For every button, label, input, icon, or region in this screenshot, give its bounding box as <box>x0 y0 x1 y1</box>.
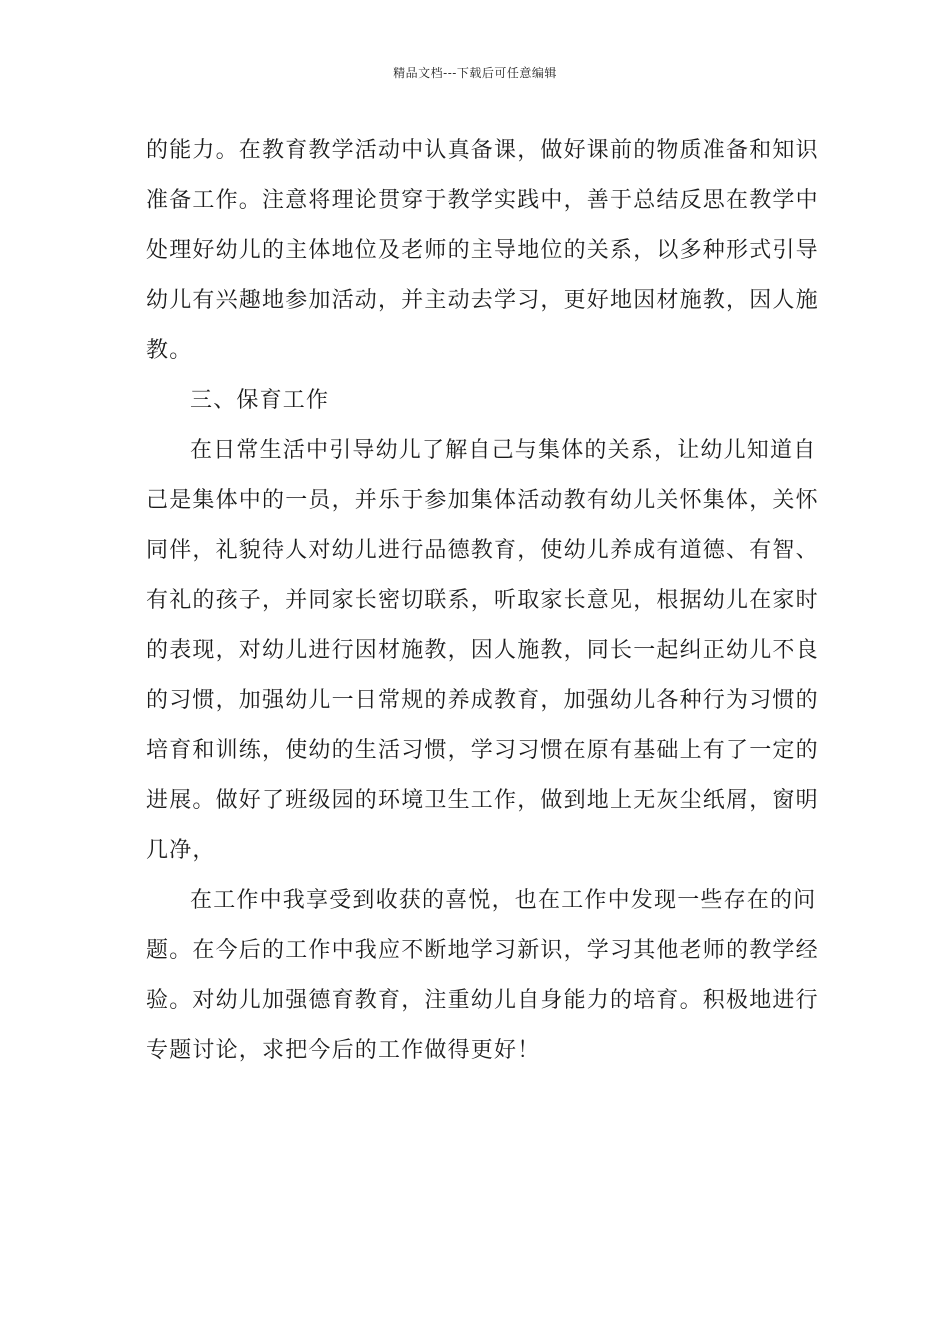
text-line: 的表现，对幼儿进行因材施教，因人施教，同长一起纠正幼儿不良 <box>146 638 819 663</box>
text-line: 幼儿有兴趣地参加活动，并主动去学习，更好地因材施教，因人施 <box>146 288 819 313</box>
paragraph-conclusion <box>146 876 819 1076</box>
paragraph-care-work <box>146 426 819 876</box>
text-line: 的能力。在教育教学活动中认真备课，做好课前的物质准备和知识 <box>146 138 819 163</box>
document-body <box>146 126 819 1076</box>
text-line: 验。对幼儿加强德育教育，注重幼儿自身能力的培育。积极地进行 <box>146 988 819 1013</box>
text-line: 培育和训练，使幼的生活习惯，学习习惯在原有基础上有了一定的 <box>146 738 819 763</box>
text-line: 在日常生活中引导幼儿了解自己与集体的关系，让幼儿知道自 <box>190 438 817 463</box>
text-line: 专题讨论，求把今后的工作做得更好！ <box>146 1038 541 1063</box>
text-line: 进展。做好了班级园的环境卫生工作，做到地上无灰尘纸屑，窗明 <box>146 788 819 813</box>
text-line: 题。在今后的工作中我应不断地学习新识，学习其他老师的教学经 <box>146 938 819 963</box>
text-line: 的习惯，加强幼儿一日常规的养成教育，加强幼儿各种行为习惯的 <box>146 688 819 713</box>
text-line: 教。 <box>146 338 193 363</box>
text-line: 几净， <box>146 838 216 863</box>
page-header: 精品文档---下载后可任意编辑 <box>393 66 557 80</box>
text-line: 准备工作。注意将理论贯穿于教学实践中，善于总结反思在教学中 <box>146 188 819 213</box>
paragraph-continued <box>146 126 819 376</box>
text-line: 己是集体中的一员，并乐于参加集体活动教有幼儿关怀集体，关怀 <box>146 488 819 513</box>
section-heading <box>146 376 806 426</box>
text-line: 有礼的孩子，并同家长密切联系，听取家长意见，根据幼儿在家时 <box>146 588 819 613</box>
text-line: 在工作中我享受到收获的喜悦，也在工作中发现一些存在的问 <box>190 888 817 913</box>
section-heading-text: 三、保育工作 <box>190 388 330 413</box>
text-line: 处理好幼儿的主体地位及老师的主导地位的关系，以多种形式引导 <box>146 238 819 263</box>
text-line: 同伴，礼貌待人对幼儿进行品德教育，使幼儿养成有道德、有智、 <box>146 538 819 563</box>
